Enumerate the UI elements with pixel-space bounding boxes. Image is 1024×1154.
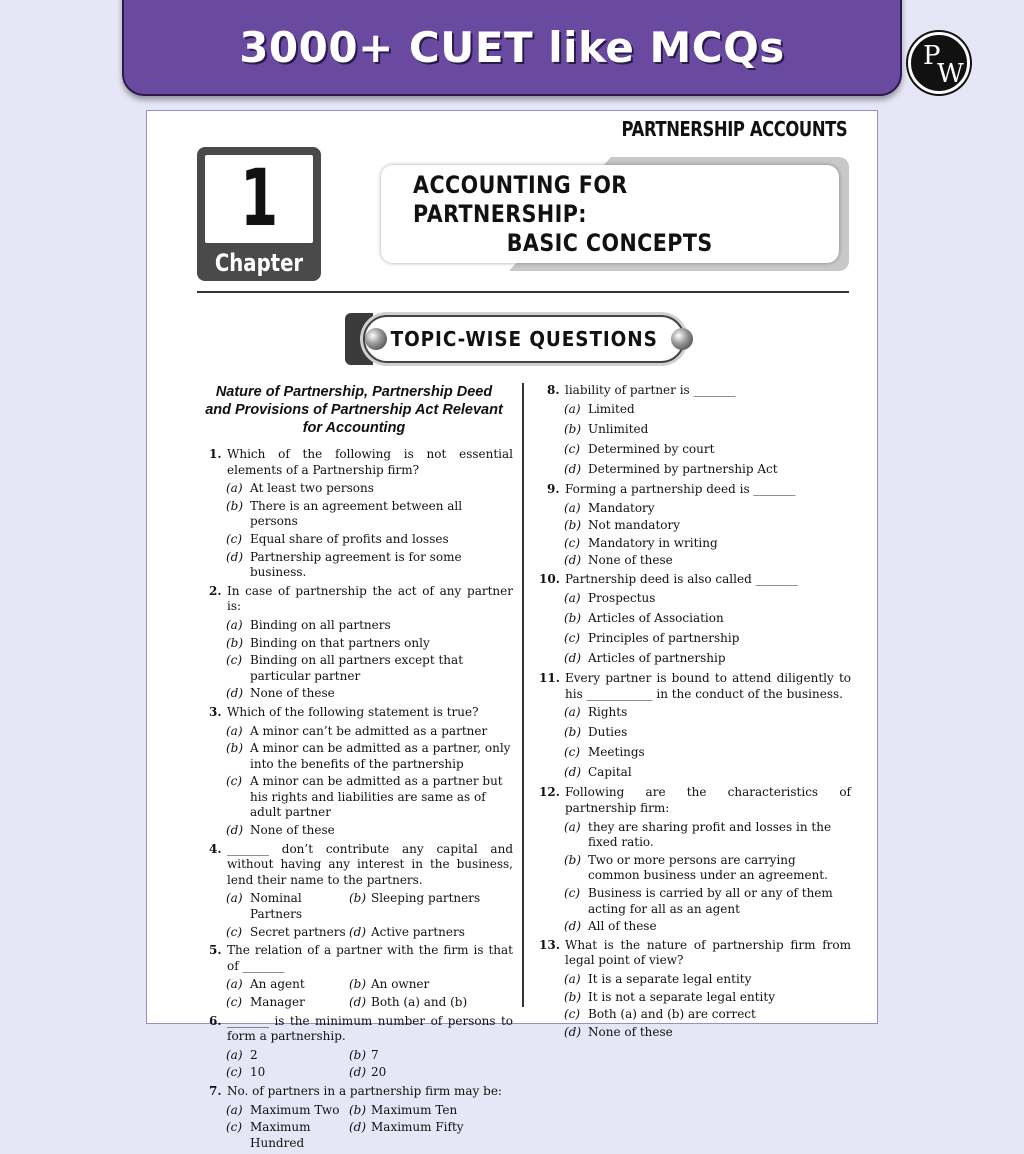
top-banner [122,0,902,96]
right-column [539,383,851,1043]
options-11 [539,705,851,781]
option: (b) Unlimited [564,421,649,436]
option: (d) Articles of partnership [564,650,726,665]
option: (b) 7 [349,1047,379,1062]
option: (c) Equal share of profits and losses [226,531,449,546]
options-5 [201,977,513,1010]
chapter-title-box [381,165,839,263]
option: (d) None of these [564,553,673,568]
question-text: Which of the following statement is true? [227,704,479,719]
option: (d) None of these [226,823,335,838]
question-number: 5. [209,943,222,958]
question-2 [201,584,513,615]
option: (b) An owner [349,977,430,992]
options-2 [201,618,513,702]
option: (a) Limited [564,401,635,416]
chapter-badge [197,147,321,281]
question-12 [539,785,851,816]
sphere-right-icon [671,328,693,350]
option: (b) It is not a separate legal entity [564,989,775,1004]
question-text: What is the nature of partnership firm from legal point of view? [565,937,851,968]
subheading: Nature of Partnership, Partnership Deed and Provisions of Partnership Act Relevant for Accounting [205,384,503,436]
question-8 [539,383,851,399]
question-text: Following are the characteristics of partnership firm: [565,785,851,816]
option: (c) Determined by court [564,441,715,456]
option: (a) At least two persons [226,481,374,496]
option: (d) Determined by partnership Act [564,461,778,476]
option: (a) 2 [226,1047,258,1062]
options-10 [539,591,851,667]
option: (c) A minor can be admitted as a partner but his rights and liabilities are same as of adult partner [226,774,503,820]
logo-letter-w: W [937,59,964,89]
question-text: Every partner is bound to attend diligently to his ___________ in the conduct of the business. [565,670,851,701]
option: (d) Maximum Fifty [349,1120,464,1135]
question-7 [201,1084,513,1100]
option: (b) A minor can be admitted as a partner, only into the benefits of the partnership [226,741,511,771]
question-number: 13. [539,937,560,952]
question-text: No. of partners in a partnership firm may be: [227,1083,502,1098]
question-11 [539,671,851,702]
options-4 [201,891,513,940]
option: (d) None of these [226,686,335,701]
topic-banner [345,313,697,365]
banner-title: 3000+ CUET like MCQs [239,22,785,72]
question-6 [201,1014,513,1045]
question-text: The relation of a partner with the firm is that of _______ [227,943,513,973]
topic-label: TOPIC-WISE QUESTIONS [390,327,658,351]
option: (a) Prospectus [564,590,656,605]
question-number: 1. [209,447,222,461]
section-title: PARTNERSHIP ACCOUNTS [621,117,847,141]
option: (d) 20 [349,1065,387,1080]
question-4 [201,842,513,889]
logo-letter-p: P [923,41,941,71]
question-text: liability of partner is _______ [565,383,736,397]
question-number: 6. [209,1013,222,1028]
column-divider [522,383,524,1007]
book-page [146,110,878,1150]
question-number: 10. [539,571,560,586]
option: (a) they are sharing profit and losses in the fixed ratio. [564,819,832,850]
options-7 [201,1103,513,1152]
question-number: 7. [209,1083,222,1098]
option: (c) Secret partners [226,924,346,939]
option: (b) Binding on that partners only [226,635,430,650]
option: (a) Rights [564,705,628,720]
option: (a) Binding on all partners [226,617,391,632]
question-text: _______ don’t contribute any capital and without having any interest in the business, lend their name to the partners. [227,841,513,887]
option: (d) Capital [564,765,632,780]
question-number: 4. [209,841,222,856]
options-12 [539,820,851,935]
option: (b) There is an agreement between all persons [226,498,463,529]
option: (a) An agent [226,977,305,992]
chapter-title-line-1: ACCOUNTING FOR PARTNERSHIP: [413,170,628,228]
question-number: 3. [209,704,222,719]
option: (d) Partnership agreement is for some business. [226,549,462,580]
option: (a) Mandatory [564,500,655,515]
options-8 [539,402,851,478]
question-number: 11. [539,670,560,685]
question-1 [201,447,513,478]
option: (c) Principles of partnership [564,630,740,645]
option: (c) Mandatory in writing [564,535,718,550]
chapter-number: 1 [240,154,278,244]
question-number: 2. [209,583,222,598]
option: (b) Maximum Ten [349,1102,458,1117]
option: (b) Articles of Association [564,610,724,625]
question-text: Forming a partnership deed is _______ [565,481,796,496]
chapter-title-line-2: BASIC CONCEPTS [507,228,713,257]
option: (a) Nominal Partners [226,891,302,922]
question-text: _______ is the minimum number of persons to form a partnership. [227,1013,513,1044]
question-10 [539,572,851,588]
option: (b) Sleeping partners [349,891,481,906]
question-3 [201,705,513,721]
question-number: 9. [547,481,560,496]
option: (d) Both (a) and (b) [349,995,468,1009]
option: (a) It is a separate legal entity [564,972,752,986]
option: (d) None of these [564,1024,673,1039]
option: (c) Business is carried by all or any of them acting for all as an agent [564,886,833,916]
options-6 [201,1048,513,1081]
options-3 [201,724,513,839]
option: (c) Meetings [564,745,645,760]
option: (c) 10 [226,1065,266,1080]
option: (c) Maximum Hundred [226,1120,311,1150]
question-text: Which of the following is not essential elements of a Partnership firm? [227,447,513,477]
option: (a) Maximum Two [226,1102,340,1117]
header-divider [197,291,849,293]
options-9 [539,501,851,569]
option: (d) Active partners [349,924,465,939]
option: (b) Not mandatory [564,518,681,533]
question-text: In case of partnership the act of any partner is: [227,583,513,614]
option: (c) Binding on all partners except that particular partner [226,653,464,683]
options-13 [539,972,851,1040]
question-text: Partnership deed is also called _______ [565,571,798,586]
question-9 [539,482,851,498]
option: (b) Two or more persons are carrying common business under an agreement. [564,852,828,883]
options-1 [201,481,513,581]
question-5 [201,943,513,974]
option: (b) Duties [564,725,628,740]
sphere-left-icon [365,328,387,350]
option: (a) A minor can’t be admitted as a partner [226,723,488,738]
question-number: 8. [547,383,560,397]
pw-logo [908,32,970,94]
question-number: 12. [539,785,560,800]
left-column [201,383,513,1154]
option: (d) All of these [564,919,657,934]
option: (c) Both (a) and (b) are correct [564,1007,756,1022]
question-13 [539,938,851,969]
option: (c) Manager [226,995,305,1009]
chapter-label: Chapter [214,249,304,277]
